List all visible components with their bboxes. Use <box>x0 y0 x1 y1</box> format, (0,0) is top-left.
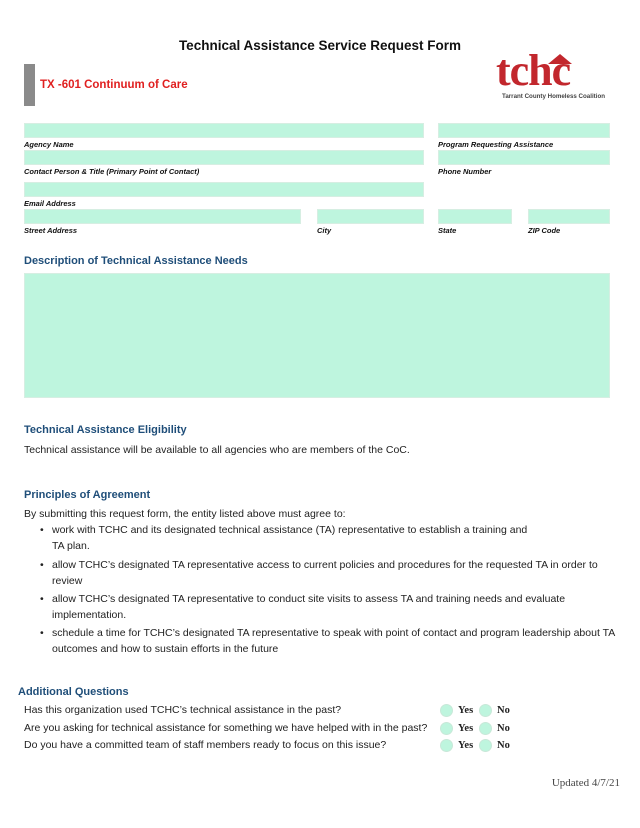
principle-item <box>40 591 572 623</box>
email-label: Email Address <box>24 199 76 208</box>
no-radio[interactable] <box>479 704 492 717</box>
program-input[interactable] <box>438 123 610 138</box>
yes-label: Yes <box>458 740 474 751</box>
yes-radio[interactable] <box>440 704 453 717</box>
agency-name-label: Agency Name <box>24 140 74 149</box>
email-input[interactable] <box>24 182 424 197</box>
eligibility-text: Technical assistance will be available to all agencies who are members of the CoC. <box>24 444 410 456</box>
principles-heading: Principles of Agreement <box>24 489 151 501</box>
yes-radio[interactable] <box>440 739 453 752</box>
principle-item <box>40 625 624 657</box>
principle-text: work with TCHC and its designated technical assistance (TA) representative to establish a training and TA plan. <box>52 524 528 552</box>
header-accent-bar <box>24 64 35 106</box>
contact-input[interactable] <box>24 150 424 165</box>
additional-heading: Additional Questions <box>18 686 129 698</box>
no-radio[interactable] <box>479 739 492 752</box>
description-textarea[interactable] <box>24 273 610 398</box>
no-radio[interactable] <box>479 722 492 735</box>
bullet-icon: • <box>40 524 44 536</box>
principle-text: schedule a time for TCHC’s designated TA representative to speak with point of contact and program leadership about TA outcomes and how to sustain efforts in the future <box>52 627 615 655</box>
description-heading: Description of Technical Assistance Needs <box>24 255 248 267</box>
bullet-icon: • <box>40 593 44 605</box>
zip-label: ZIP Code <box>528 226 561 235</box>
yes-label: Yes <box>458 705 474 716</box>
no-label: No <box>497 705 510 716</box>
principle-item <box>40 557 612 589</box>
state-label: State <box>438 226 457 235</box>
no-label: No <box>497 723 510 734</box>
principle-text: allow TCHC’s designated TA representative access to current policies and procedures for the requested TA in order to review <box>52 559 598 587</box>
question-text: Are you asking for technical assistance for something we have helped with in the past? <box>24 722 428 734</box>
phone-input[interactable] <box>438 150 610 165</box>
phone-label: Phone Number <box>438 167 492 176</box>
logo-wordmark: tchc <box>496 46 571 95</box>
principle-text: allow TCHC’s designated TA representative to conduct site visits to assess TA and training needs and evaluate implementation. <box>52 593 566 621</box>
street-input[interactable] <box>24 209 301 224</box>
yes-label: Yes <box>458 723 474 734</box>
contact-label: Contact Person & Title (Primary Point of Contact) <box>24 167 200 176</box>
state-input[interactable] <box>438 209 512 224</box>
city-input[interactable] <box>317 209 424 224</box>
principles-intro: By submitting this request form, the entity listed above must agree to: <box>24 508 346 520</box>
yes-radio[interactable] <box>440 722 453 735</box>
city-label: City <box>317 226 332 235</box>
bullet-icon: • <box>40 559 44 571</box>
no-label: No <box>497 740 510 751</box>
agency-name-input[interactable] <box>24 123 424 138</box>
question-text: Do you have a committed team of staff members ready to focus on this issue? <box>24 739 387 751</box>
program-label: Program Requesting Assistance <box>438 140 554 149</box>
street-label: Street Address <box>24 226 78 235</box>
question-text: Has this organization used TCHC’s technical assistance in the past? <box>24 704 342 716</box>
zip-input[interactable] <box>528 209 610 224</box>
principle-item <box>40 522 532 554</box>
logo-subtitle: Tarrant County Homeless Coalition <box>502 93 606 100</box>
coc-label: TX -601 Continuum of Care <box>40 79 188 91</box>
bullet-icon: • <box>40 627 44 639</box>
eligibility-heading: Technical Assistance Eligibility <box>24 424 187 436</box>
updated-date: Updated 4/7/21 <box>551 777 620 789</box>
page-title: Technical Assistance Service Request Form <box>178 38 462 53</box>
tchc-logo <box>496 46 606 106</box>
